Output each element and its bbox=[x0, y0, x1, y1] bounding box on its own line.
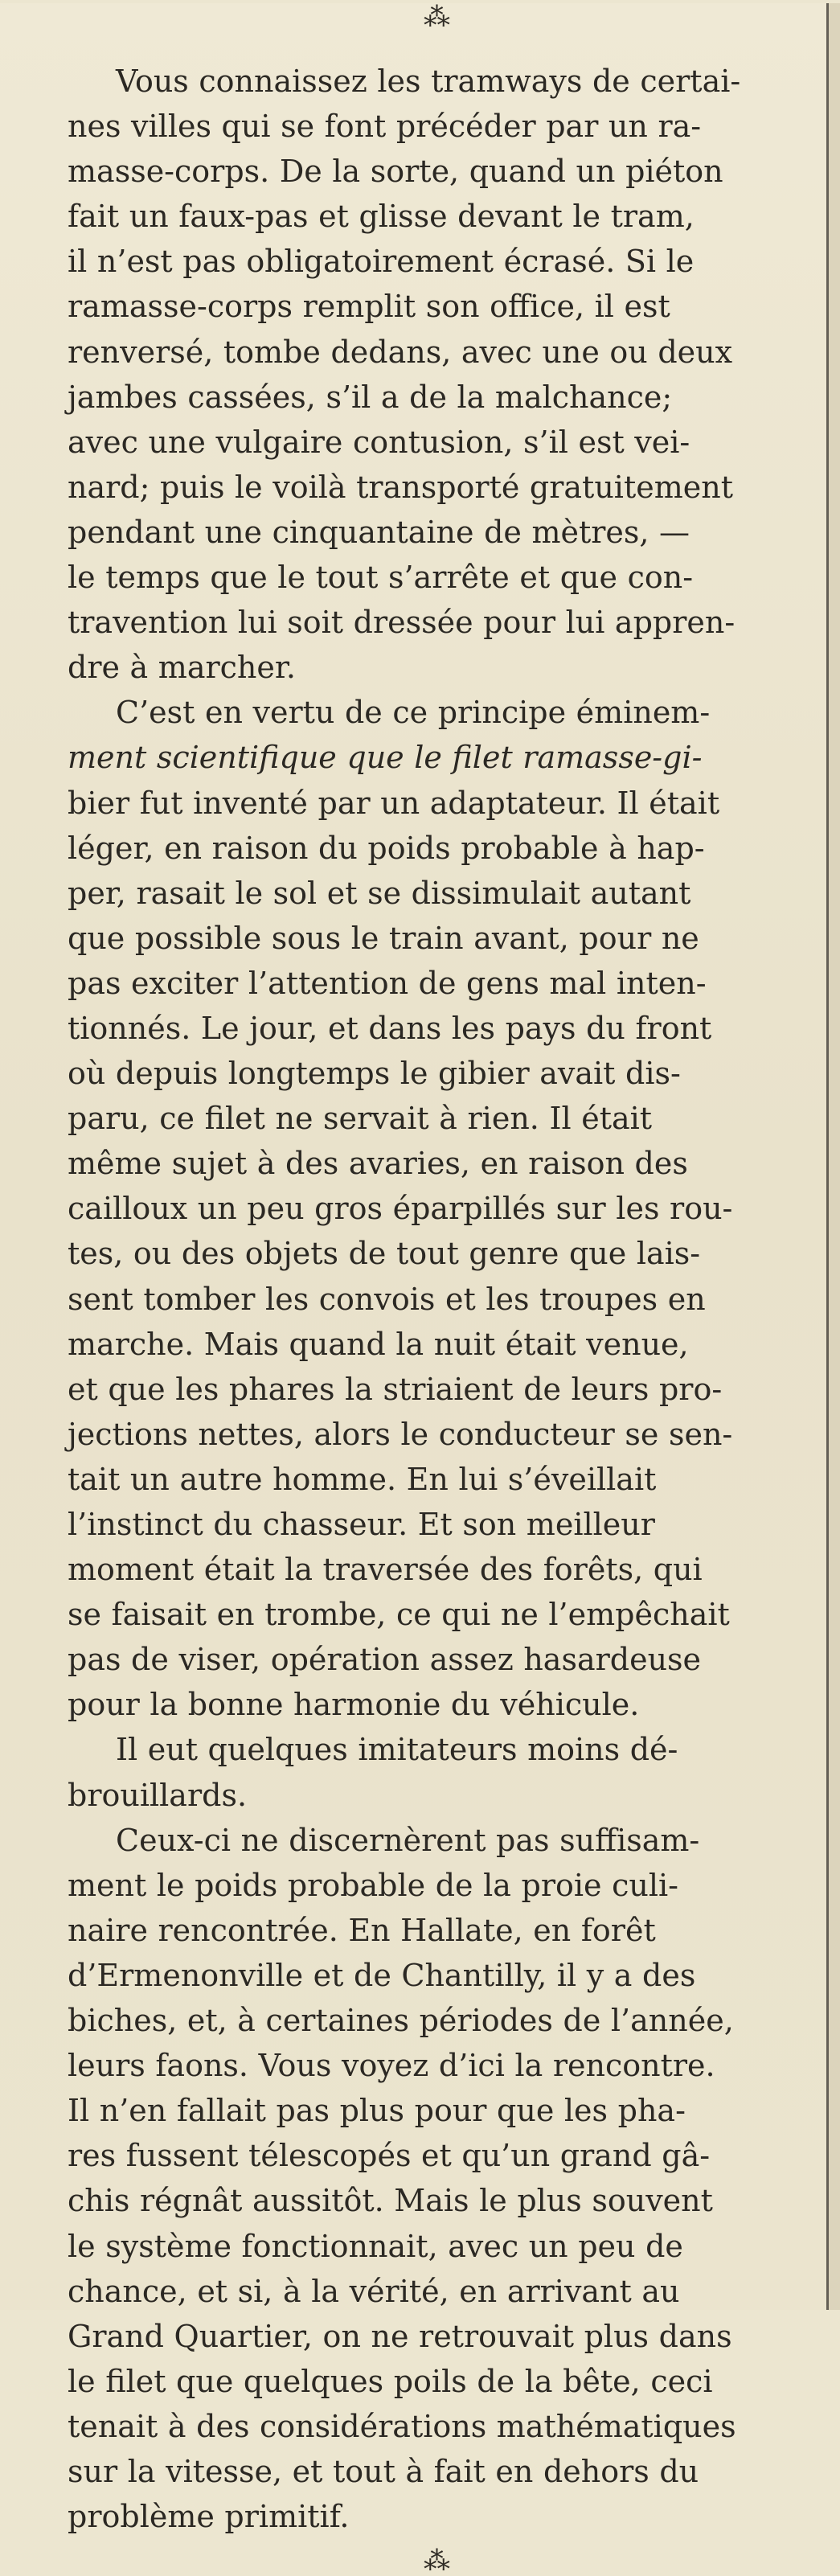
text-line: d’Ermenonville et de Chantilly, il y a des bbox=[68, 1957, 696, 1993]
text-line: tait un autre homme. En lui s’éveillait bbox=[68, 1461, 657, 1497]
text-line: se faisait en trombe, ce qui ne l’empêchait bbox=[68, 1597, 730, 1633]
text-line: pour la bonne harmonie du véhicule. bbox=[68, 1687, 640, 1723]
text-line: dre à marcher. bbox=[68, 650, 296, 686]
text-line: masse-corps. De la sorte, quand un piéton bbox=[68, 154, 723, 190]
bottom-asterism bbox=[68, 2547, 806, 2574]
text-line: Il n’en fallait pas plus pour que les pha- bbox=[68, 2093, 686, 2129]
text-line: avec une vulgaire contusion, s’il est vei- bbox=[68, 424, 690, 460]
text-line: chance, et si, à la vérité, en arrivant au bbox=[68, 2273, 680, 2309]
text-line: tenait à des considérations mathématiques bbox=[68, 2408, 736, 2444]
text-line: bier fut inventé par un adaptateur. Il était bbox=[68, 785, 720, 821]
text-line: moment était la traversée des forêts, qui bbox=[68, 1552, 703, 1588]
text-line: ramasse-corps remplit son office, il est bbox=[68, 289, 670, 325]
text-line: chis régnât aussitôt. Mais le plus souvent bbox=[68, 2183, 713, 2219]
text-line: sent tomber les convois et les troupes en bbox=[68, 1281, 706, 1317]
text-line: léger, en raison du poids probable à hap- bbox=[68, 830, 705, 866]
text-line: tes, ou des objets de tout genre que lais- bbox=[68, 1236, 701, 1272]
article-body bbox=[68, 59, 806, 2539]
text-line: et que les phares la striaient de leurs pro- bbox=[68, 1371, 723, 1407]
text-line: renversé, tombe dedans, avec une ou deux bbox=[68, 334, 733, 370]
top-asterism bbox=[68, 3, 806, 30]
text-line: jambes cassées, s’il a de la malchance; bbox=[68, 379, 673, 415]
text-line: C’est en vertu de ce principe éminem- bbox=[116, 695, 711, 731]
column-rule bbox=[826, 3, 829, 2310]
text-line: Grand Quartier, on ne retrouvait plus dans bbox=[68, 2318, 732, 2354]
paragraph-2 bbox=[68, 690, 806, 1727]
text-line: nard; puis le voilà transporté gratuitement bbox=[68, 469, 733, 505]
text-line: que possible sous le train avant, pour ne bbox=[68, 920, 699, 956]
text-line: naire rencontrée. En Hallate, en forêt bbox=[68, 1912, 656, 1948]
text-line: ment le poids probable de la proie culi- bbox=[68, 1867, 678, 1903]
text-line: Vous connaissez les tramways de certai- bbox=[116, 64, 741, 99]
bottom-asterism-glyph: ⁂ bbox=[424, 2545, 450, 2576]
text-line: Ceux-ci ne discernèrent pas suffisam- bbox=[116, 1822, 700, 1858]
text-line: biches, et, à certaines périodes de l’année, bbox=[68, 2003, 734, 2039]
text-line: même sujet à des avaries, en raison des bbox=[68, 1146, 688, 1182]
newspaper-column bbox=[0, 1, 840, 2576]
page-edge-shade bbox=[829, 3, 840, 2310]
paragraph-3 bbox=[68, 1727, 806, 1817]
text-line: leurs faons. Vous voyez d’ici la rencontre. bbox=[68, 2048, 715, 2084]
text-line: jections nettes, alors le conducteur se sen- bbox=[68, 1416, 733, 1452]
text-line: pendant une cinquantaine de mètres, — bbox=[68, 514, 690, 550]
text-line: tionnés. Le jour, et dans les pays du front bbox=[68, 1010, 712, 1046]
text-line: res fussent télescopés et qu’un grand gâ- bbox=[68, 2138, 711, 2174]
text-line: travention lui soit dressée pour lui appren- bbox=[68, 605, 736, 641]
top-asterism-glyph: ⁂ bbox=[424, 1, 450, 32]
text-line: le filet que quelques poils de la bête, ceci bbox=[68, 2363, 713, 2399]
text-line: le temps que le tout s’arrête et que con- bbox=[68, 560, 694, 596]
text-line: l’instinct du chasseur. Et son meilleur bbox=[68, 1507, 655, 1542]
text-line: brouillards. bbox=[68, 1777, 248, 1813]
text-line: Il eut quelques imitateurs moins dé- bbox=[116, 1732, 678, 1768]
paragraph-4 bbox=[68, 1818, 806, 2540]
text-line: pas exciter l’attention de gens mal inten- bbox=[68, 965, 707, 1001]
text-line: marche. Mais quand la nuit était venue, bbox=[68, 1326, 689, 1362]
text-line: il n’est pas obligatoirement écrasé. Si le bbox=[68, 244, 695, 280]
text-line: pas de viser, opération assez hasardeuse bbox=[68, 1642, 702, 1678]
text-line: cailloux un peu gros éparpillés sur les rou- bbox=[68, 1191, 733, 1227]
text-line: nes villes qui se font précéder par un ra- bbox=[68, 109, 702, 145]
text-line: fait un faux-pas et glisse devant le tram, bbox=[68, 199, 695, 235]
text-line: problème primitif. bbox=[68, 2499, 350, 2535]
paragraph-1 bbox=[68, 59, 806, 690]
text-line: où depuis longtemps le gibier avait dis- bbox=[68, 1056, 681, 1092]
text-line: le système fonctionnait, avec un peu de bbox=[68, 2228, 683, 2264]
text-line: ment scientifique que le filet ramasse-gi- bbox=[68, 740, 703, 776]
text-line: sur la vitesse, et tout à fait en dehors du bbox=[68, 2453, 699, 2489]
text-line: per, rasait le sol et se dissimulait autant bbox=[68, 875, 691, 911]
text-line: paru, ce filet ne servait à rien. Il était bbox=[68, 1101, 653, 1137]
